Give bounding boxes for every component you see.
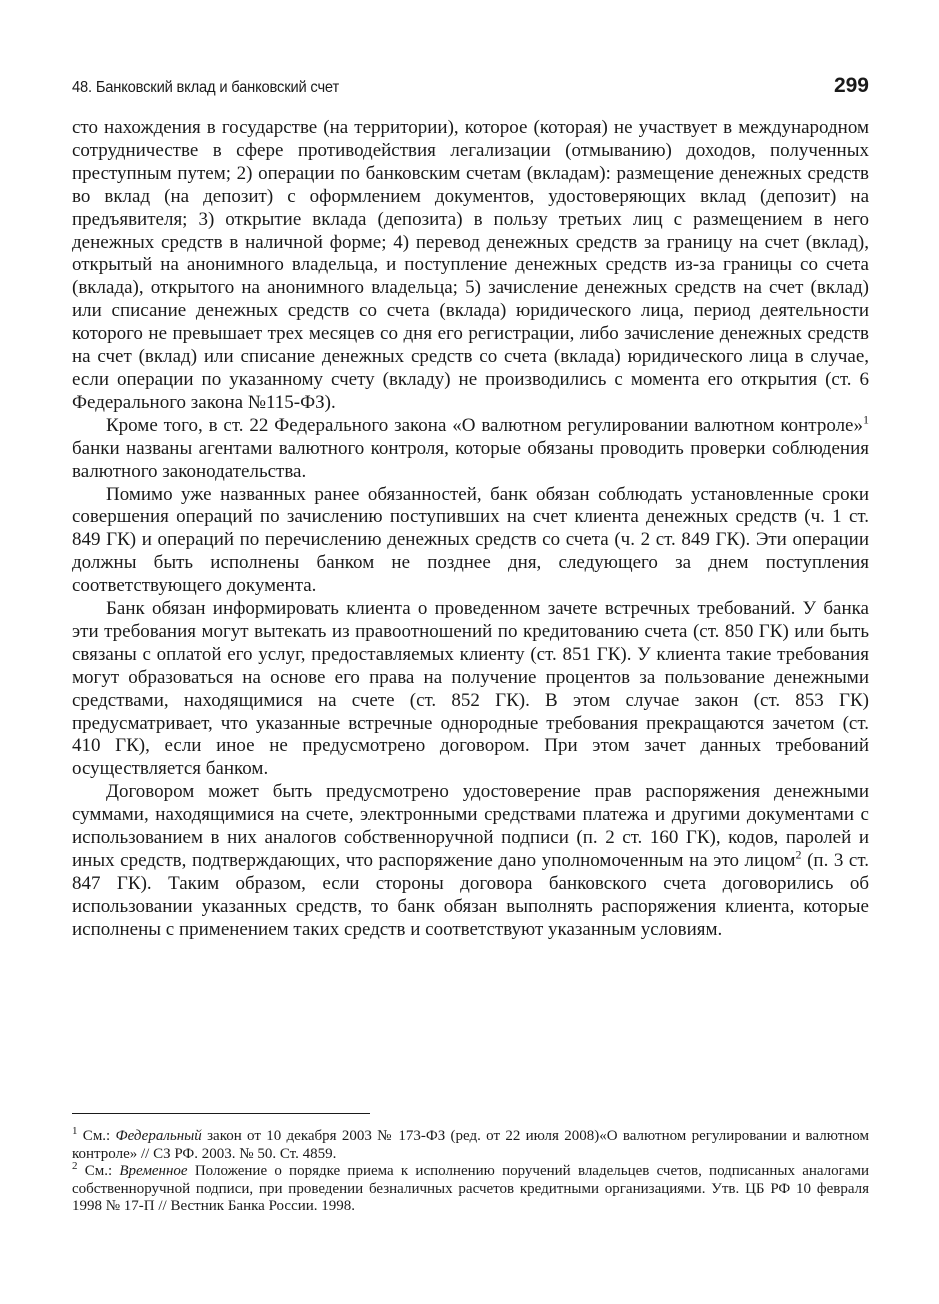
footnote-divider	[72, 1113, 370, 1114]
paragraph-5-text-a: Договором может быть предусмотрено удостоверение прав распоряжения денежными суммами, находящимися на счете, электронными средствами платежа и другими документами с использованием в них аналогов собственноручной подписи (п. 2 ст. 160 ГК), кодов, паролей и иных средств, подтверждающих, что распоряжение дано уполномоченным на это лицом	[72, 781, 869, 871]
footnote-2-text: Положение о порядке приема к исполнению поручений владельцев счетов, подписанных аналогами собственноручной подписи, при проведении безналичных расчетов кредитными организациями. Утв. ЦБ РФ 10 февраля 1998 № 17-П // Вестник Банка России. 1998.	[72, 1163, 869, 1214]
paragraph-5-text-b: (п. 3 ст. 847 ГК). Таким образом, если стороны договора банковского счета договорились об использовании указанных средств, то банк обязан выполнять распоряжения клиента, которые исполнены с применением таких средств и соответствуют указанным условиям.	[72, 850, 869, 940]
footnote-ref-1[interactable]: 1	[863, 412, 869, 427]
paragraph-2	[72, 412, 869, 484]
footnote-2-mark: 2	[72, 1160, 78, 1172]
footnote-1-mark: 1	[72, 1125, 78, 1137]
footnote-1-prefix: См.:	[77, 1128, 116, 1144]
footnotes	[72, 1125, 870, 1216]
paragraph-2-text-a: Кроме того, в ст. 22 Федерального закона «О валютном регулировании валютном контроле»	[106, 414, 863, 436]
section-title: 48. Банковский вклад и банковский счет	[72, 79, 340, 96]
footnote-ref-2[interactable]: 2	[795, 847, 802, 862]
paragraph-1: сто нахождения в государстве (на территории), которое (которая) не участвует в международном сотрудничестве в сфере противодействия легализации (отмыванию) доходов, полученных преступным путем; 2) операции по банковским счетам (вкладам): размещение денежных средств во вклад (на депозит) с оформлением документов, удостоверяющих вклад (депозит) на предъявителя; 3) открытие вклада (депозита) в пользу третьих лиц с размещением в него денежных средств в наличной форме; 4) перевод денежных средств за границу на счет (вклад), открытый на анонимного владельца, и поступление денежных средств из-за границы со счета (вклада), открытого на анонимного владельца; 5) зачисление денежных средств на счет (вклад) или списание денежных средств со счета (вклада) юридического лица, период деятельности которого не превышает трех месяцев со дня его регистрации, либо зачисление денежных средств на счет (вклад) или списание денежных средств со счета (вклада) юридического лица в случае, если операции по указанному счету (вкладу) не производились с момента его открытия (ст. 6 Федерального закона №115-ФЗ).	[72, 117, 869, 413]
page-number: 299	[833, 74, 869, 97]
paragraph-5	[72, 781, 869, 941]
paragraph-4: Банк обязан информировать клиента о проведенном зачете встречных требований. У банка эти требования могут вытекать из правоотношений по кредитованию счета (ст. 850 ГК) или быть связаны с оплатой его услуг, предоставляемых клиенту (ст. 851 ГК). У клиента такие требования могут образоваться на основе его права на получение процентов за пользование денежными средствами, находящимися на счете (ст. 852 ГК). В этом случае закон (ст. 853 ГК) предусматривает, что указанные встречные однородные требования прекращаются зачетом (ст. 410 ГК), если иное не предусмотрено договором. При этом зачет данных требований осуществляется банком.	[72, 598, 869, 780]
footnote-2-italic: Временное	[119, 1163, 188, 1179]
running-header	[72, 74, 869, 98]
footnote-2-prefix: См.:	[77, 1163, 120, 1179]
footnote-1	[72, 1125, 870, 1163]
footnote-1-text: закон от 10 декабря 2003 № 173-ФЗ (ред. от 22 июля 2008)«О валютном регулировании и валютном контроле» // СЗ РФ. 2003. № 50. Ст. 4859.	[72, 1128, 870, 1162]
body-text	[72, 117, 869, 942]
footnote-2	[72, 1160, 869, 1216]
footnote-1-italic: Федеральный	[115, 1128, 202, 1144]
paragraph-3: Помимо уже названных ранее обязанностей, банк обязан соблюдать установленные сроки совершения операций по зачислению поступивших на счет клиента денежных средств (ч. 1 ст. 849 ГК) и операций по перечислению денежных средств со счета (ч. 2 ст. 849 ГК). Эти операции должны быть исполнены банком не позднее дня, следующего за днем поступления соответствующего документа.	[72, 483, 869, 597]
paragraph-2-text-b: банки названы агентами валютного контроля, которые обязаны проводить проверки соблюдения валютного законодательства.	[72, 437, 869, 482]
